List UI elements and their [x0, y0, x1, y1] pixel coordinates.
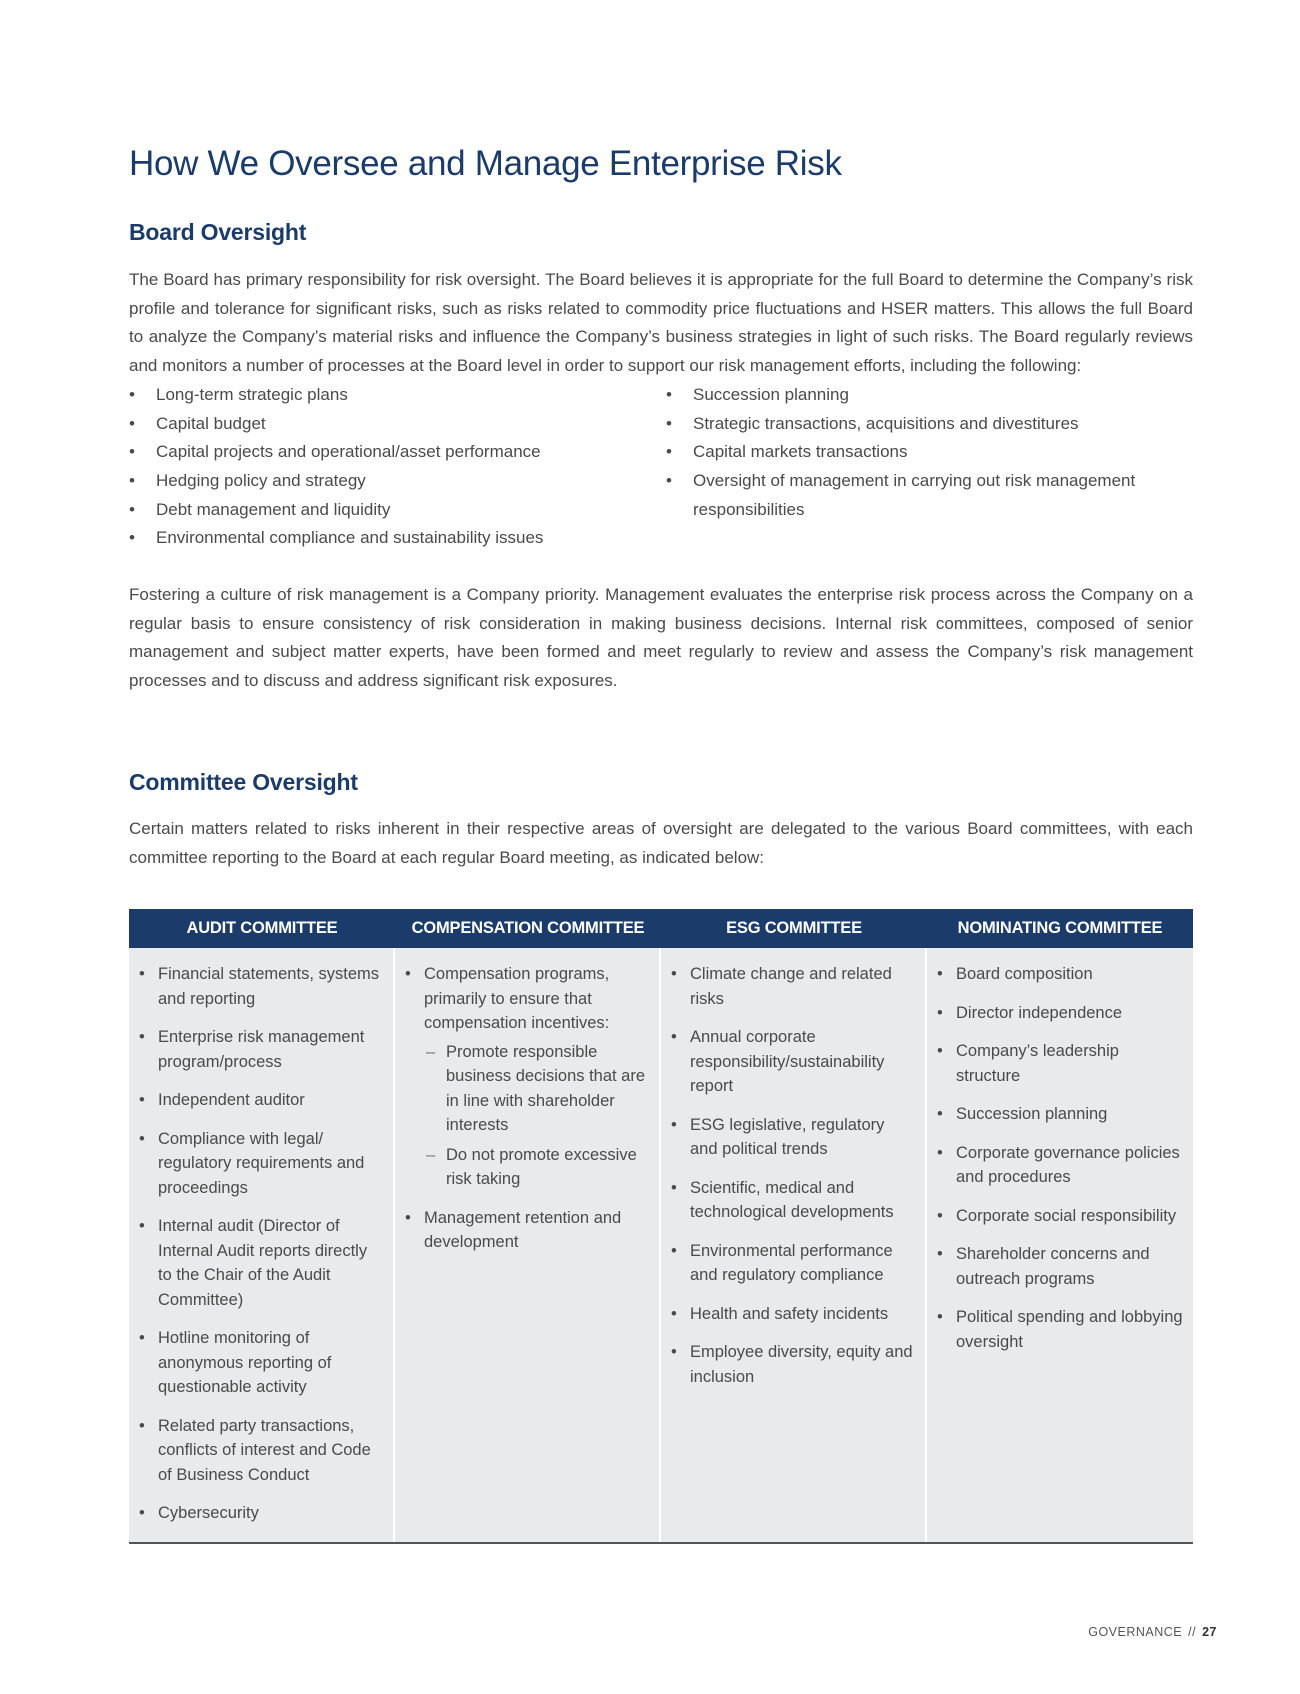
list-item: • Company’s leadership structure — [937, 1039, 1183, 1088]
list-item: • Capital projects and operational/asset performance — [129, 438, 666, 467]
bullet-icon: • — [129, 499, 135, 519]
list-item: • Director independence — [937, 1001, 1183, 1026]
list-item: • Corporate social responsibility — [937, 1204, 1183, 1229]
list-item: • Related party transactions, conflicts of interest and Code of Business Conduct — [139, 1414, 383, 1488]
board-process-list — [129, 381, 1193, 553]
compensation-committee-header: COMPENSATION COMMITTEE — [411, 919, 645, 938]
board-process-list-left — [129, 381, 666, 553]
page-footer — [1088, 1625, 1217, 1639]
esg-committee-column — [661, 948, 927, 1542]
bullet-icon: • — [139, 1129, 145, 1148]
list-item: • Employee diversity, equity and inclusion — [671, 1340, 915, 1389]
list-item: • Health and safety incidents — [671, 1302, 915, 1327]
bullet-icon: • — [129, 470, 135, 490]
bullet-icon: • — [937, 1042, 943, 1061]
board-oversight-intro: The Board has primary responsibility for risk oversight. The Board believes it is appropriate for the full Board to determine the Company’s risk profile and tolerance for significant risks, such as risks related to commodity price fluctuations and HSER matters. This allows the full Board to analyze the Company’s material risks and influence the Company’s business strategies in light of such risks. The Board regularly reviews and monitors a number of processes at the Board level in order to support our risk management efforts, including the following: — [129, 270, 1193, 376]
sub-list-item: – Promote responsible business decisions that are in line with shareholder interests — [424, 1040, 649, 1138]
list-item: • Hotline monitoring of anonymous reporting of questionable activity — [139, 1326, 383, 1400]
list-item: • Hedging policy and strategy — [129, 467, 666, 496]
page-title: How We Oversee and Manage Enterprise Risk — [129, 144, 842, 183]
list-item: • Independent auditor — [139, 1088, 383, 1113]
list-item: • Environmental compliance and sustainability issues — [129, 524, 666, 553]
list-item: • Succession planning — [937, 1102, 1183, 1127]
committee-oversight-intro: Certain matters related to risks inherent in their respective areas of oversight are delegated to the various Board committees, with each committee reporting to the Board at each regular Board meeting, as indicated below: — [129, 818, 1193, 867]
list-item: • Oversight of management in carrying out risk management responsibilities — [666, 467, 1193, 524]
committee-table-body — [129, 948, 1193, 1542]
list-item: • Annual corporate responsibility/sustainability report — [671, 1025, 915, 1099]
sub-list — [424, 1040, 649, 1192]
bullet-icon: • — [129, 442, 135, 462]
list-item: • Enterprise risk management program/process — [139, 1025, 383, 1074]
bullet-icon: • — [405, 1208, 411, 1227]
audit-committee-column — [129, 948, 395, 1542]
list-item: • Cybersecurity — [139, 1501, 383, 1526]
list-item: • Environmental performance and regulatory compliance — [671, 1239, 915, 1288]
bullet-icon: • — [937, 1308, 943, 1327]
bullet-icon: • — [139, 1091, 145, 1110]
bullet-icon: • — [405, 965, 411, 984]
list-item: • Shareholder concerns and outreach programs — [937, 1242, 1183, 1291]
bullet-icon: • — [129, 528, 135, 548]
list-item: • Financial statements, systems and reporting — [139, 962, 383, 1011]
esg-committee-header: ESG COMMITTEE — [726, 919, 862, 938]
bullet-icon: • — [937, 1003, 943, 1022]
bullet-icon: • — [937, 1105, 943, 1124]
page-number: 27 — [1202, 1625, 1217, 1639]
list-item: • Compliance with legal/ regulatory requirements and proceedings — [139, 1127, 383, 1201]
list-item: • Succession planning — [666, 381, 1193, 410]
sub-list-item: – Do not promote excessive risk taking — [424, 1143, 649, 1192]
audit-committee-header: AUDIT COMMITTEE — [186, 919, 338, 938]
bullet-icon: • — [937, 965, 943, 984]
list-item: • Debt management and liquidity — [129, 496, 666, 525]
bullet-icon: • — [937, 1143, 943, 1162]
board-oversight-heading: Board Oversight — [129, 219, 307, 245]
list-item: • ESG legislative, regulatory and political trends — [671, 1113, 915, 1162]
compensation-committee-column — [395, 948, 661, 1542]
bullet-icon: • — [937, 1206, 943, 1225]
list-item: • Corporate governance policies and procedures — [937, 1141, 1183, 1190]
list-item: • Long-term strategic plans — [129, 381, 666, 410]
page-content — [129, 140, 1193, 1544]
bullet-icon: • — [937, 1245, 943, 1264]
footer-separator: // — [1188, 1625, 1197, 1639]
bullet-icon: • — [139, 1329, 145, 1348]
bullet-icon: • — [666, 470, 672, 490]
nominating-committee-column — [927, 948, 1193, 1542]
bullet-icon: • — [671, 965, 677, 984]
bullet-icon: • — [671, 1343, 677, 1362]
committee-table — [129, 909, 1193, 1544]
board-process-list-right — [666, 381, 1193, 553]
risk-culture-paragraph: Fostering a culture of risk management is a Company priority. Management evaluates the enterprise risk process across the Company on a regular basis to ensure consistency of risk consideration in making business decisions. Internal risk committees, composed of senior management and subject matter experts, have been formed and meet regularly to review and assess the Company’s risk management processes and to discuss and address significant risk exposures. — [129, 585, 1193, 691]
dash-icon: – — [426, 1042, 436, 1061]
bullet-icon: • — [139, 1504, 145, 1523]
bullet-icon: • — [671, 1028, 677, 1047]
committee-oversight-heading: Committee Oversight — [129, 768, 358, 795]
committee-table-header — [129, 909, 1193, 948]
list-item: • Capital markets transactions — [666, 438, 1193, 467]
dash-icon: – — [426, 1145, 436, 1164]
bullet-icon: • — [139, 965, 145, 984]
bullet-icon: • — [666, 413, 672, 433]
bullet-icon: • — [671, 1241, 677, 1260]
bullet-icon: • — [666, 442, 672, 462]
list-item: • Political spending and lobbying oversight — [937, 1305, 1183, 1354]
bullet-icon: • — [139, 1416, 145, 1435]
list-item: • Capital budget — [129, 410, 666, 439]
bullet-icon: • — [139, 1217, 145, 1236]
footer-section-label: GOVERNANCE — [1088, 1625, 1183, 1639]
list-item: • Strategic transactions, acquisitions and divestitures — [666, 410, 1193, 439]
list-item: • Climate change and related risks — [671, 962, 915, 1011]
bullet-icon: • — [129, 384, 135, 404]
nominating-committee-header: NOMINATING COMMITTEE — [957, 919, 1163, 938]
list-item: • Compensation programs, primarily to ensure that compensation incentives: – Promote responsible business decisions that are in line with shareholder interests – Do not promote excessive risk taking — [405, 962, 649, 1192]
bullet-icon: • — [139, 1028, 145, 1047]
bullet-icon: • — [671, 1304, 677, 1323]
list-item: • Management retention and development — [405, 1206, 649, 1255]
bullet-icon: • — [671, 1115, 677, 1134]
bullet-icon: • — [129, 413, 135, 433]
list-item: • Internal audit (Director of Internal Audit reports directly to the Chair of the Audit Committee) — [139, 1214, 383, 1312]
bullet-icon: • — [666, 384, 672, 404]
list-item: • Board composition — [937, 962, 1183, 987]
list-item: • Scientific, medical and technological developments — [671, 1176, 915, 1225]
bullet-icon: • — [671, 1178, 677, 1197]
